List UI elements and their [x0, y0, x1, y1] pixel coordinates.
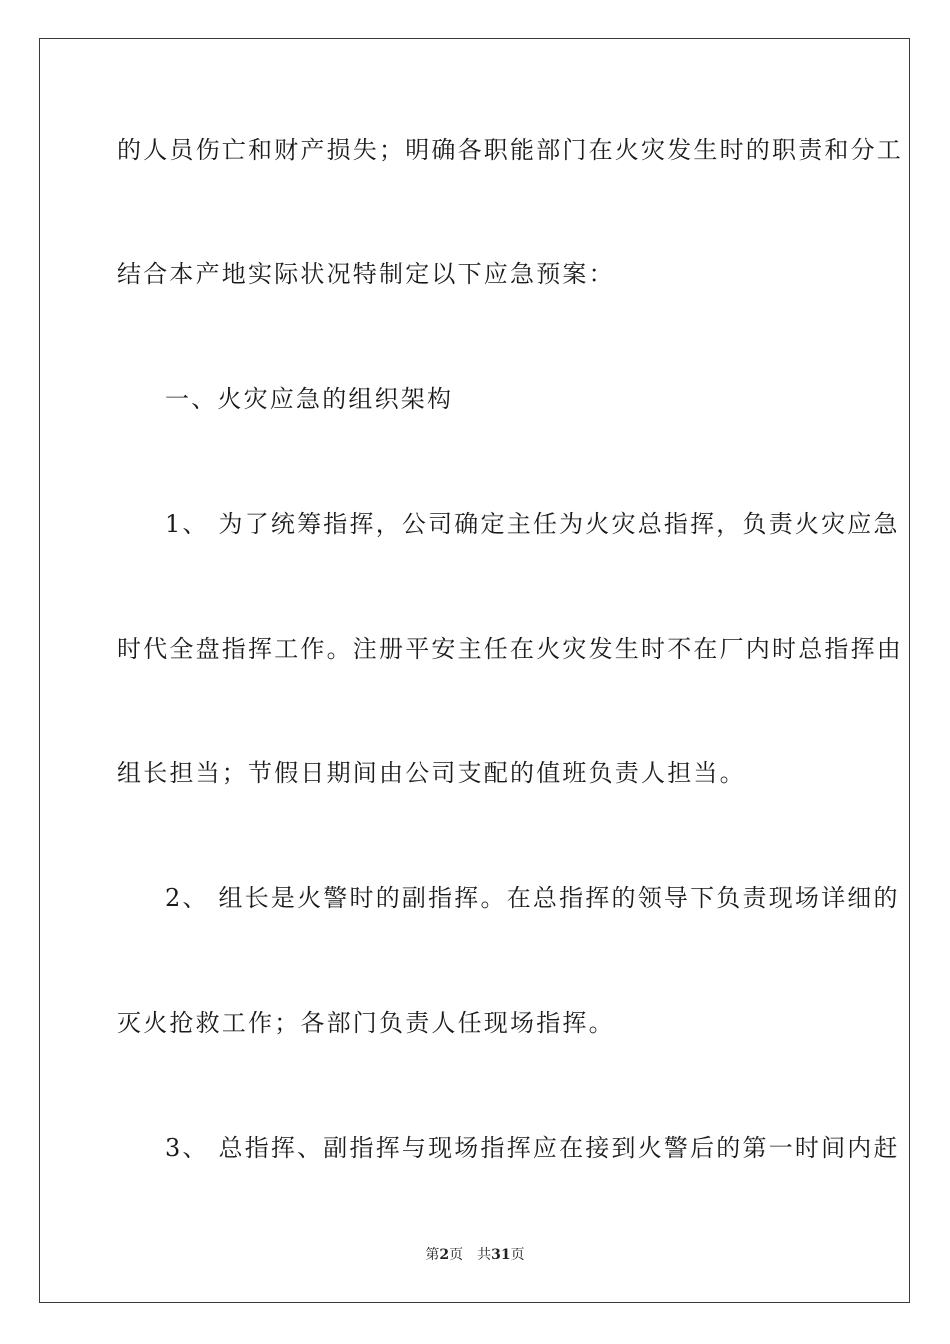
page-prefix: 第 [425, 1247, 440, 1263]
body-line-1: 的人员伤亡和财产损失；明确各职能部门在火灾发生时的职责和分工 [117, 136, 903, 164]
page-number: 2 [439, 1247, 450, 1263]
body-line-2: 结合本产地实际状况特制定以下应急预案： [117, 260, 615, 288]
total-suffix: 页 [510, 1247, 525, 1263]
body-line-8: 灭火抢救工作；各部门负责人任现场指挥。 [117, 1009, 615, 1037]
section-heading: 一、火灾应急的组织架构 [165, 385, 454, 413]
body-line-4: 1、 为了统筹指挥，公司确定主任为火灾总指挥，负责火灾应急 [165, 510, 900, 538]
body-line-7: 2、 组长是火警时的副指挥。在总指挥的领导下负责现场详细的 [165, 884, 900, 912]
total-prefix: 共 [477, 1247, 492, 1263]
page-footer [0, 1246, 950, 1264]
body-line-9: 3、 总指挥、副指挥与现场指挥应在接到火警后的第一时间内赶 [165, 1134, 900, 1162]
page-suffix: 页 [449, 1247, 464, 1263]
page-border [39, 38, 910, 1303]
total-pages: 31 [491, 1247, 511, 1263]
body-line-5: 时代全盘指挥工作。注册平安主任在火灾发生时不在厂内时总指挥由 [117, 635, 903, 663]
body-line-6: 组长担当；节假日期间由公司支配的值班负责人担当。 [117, 759, 746, 787]
